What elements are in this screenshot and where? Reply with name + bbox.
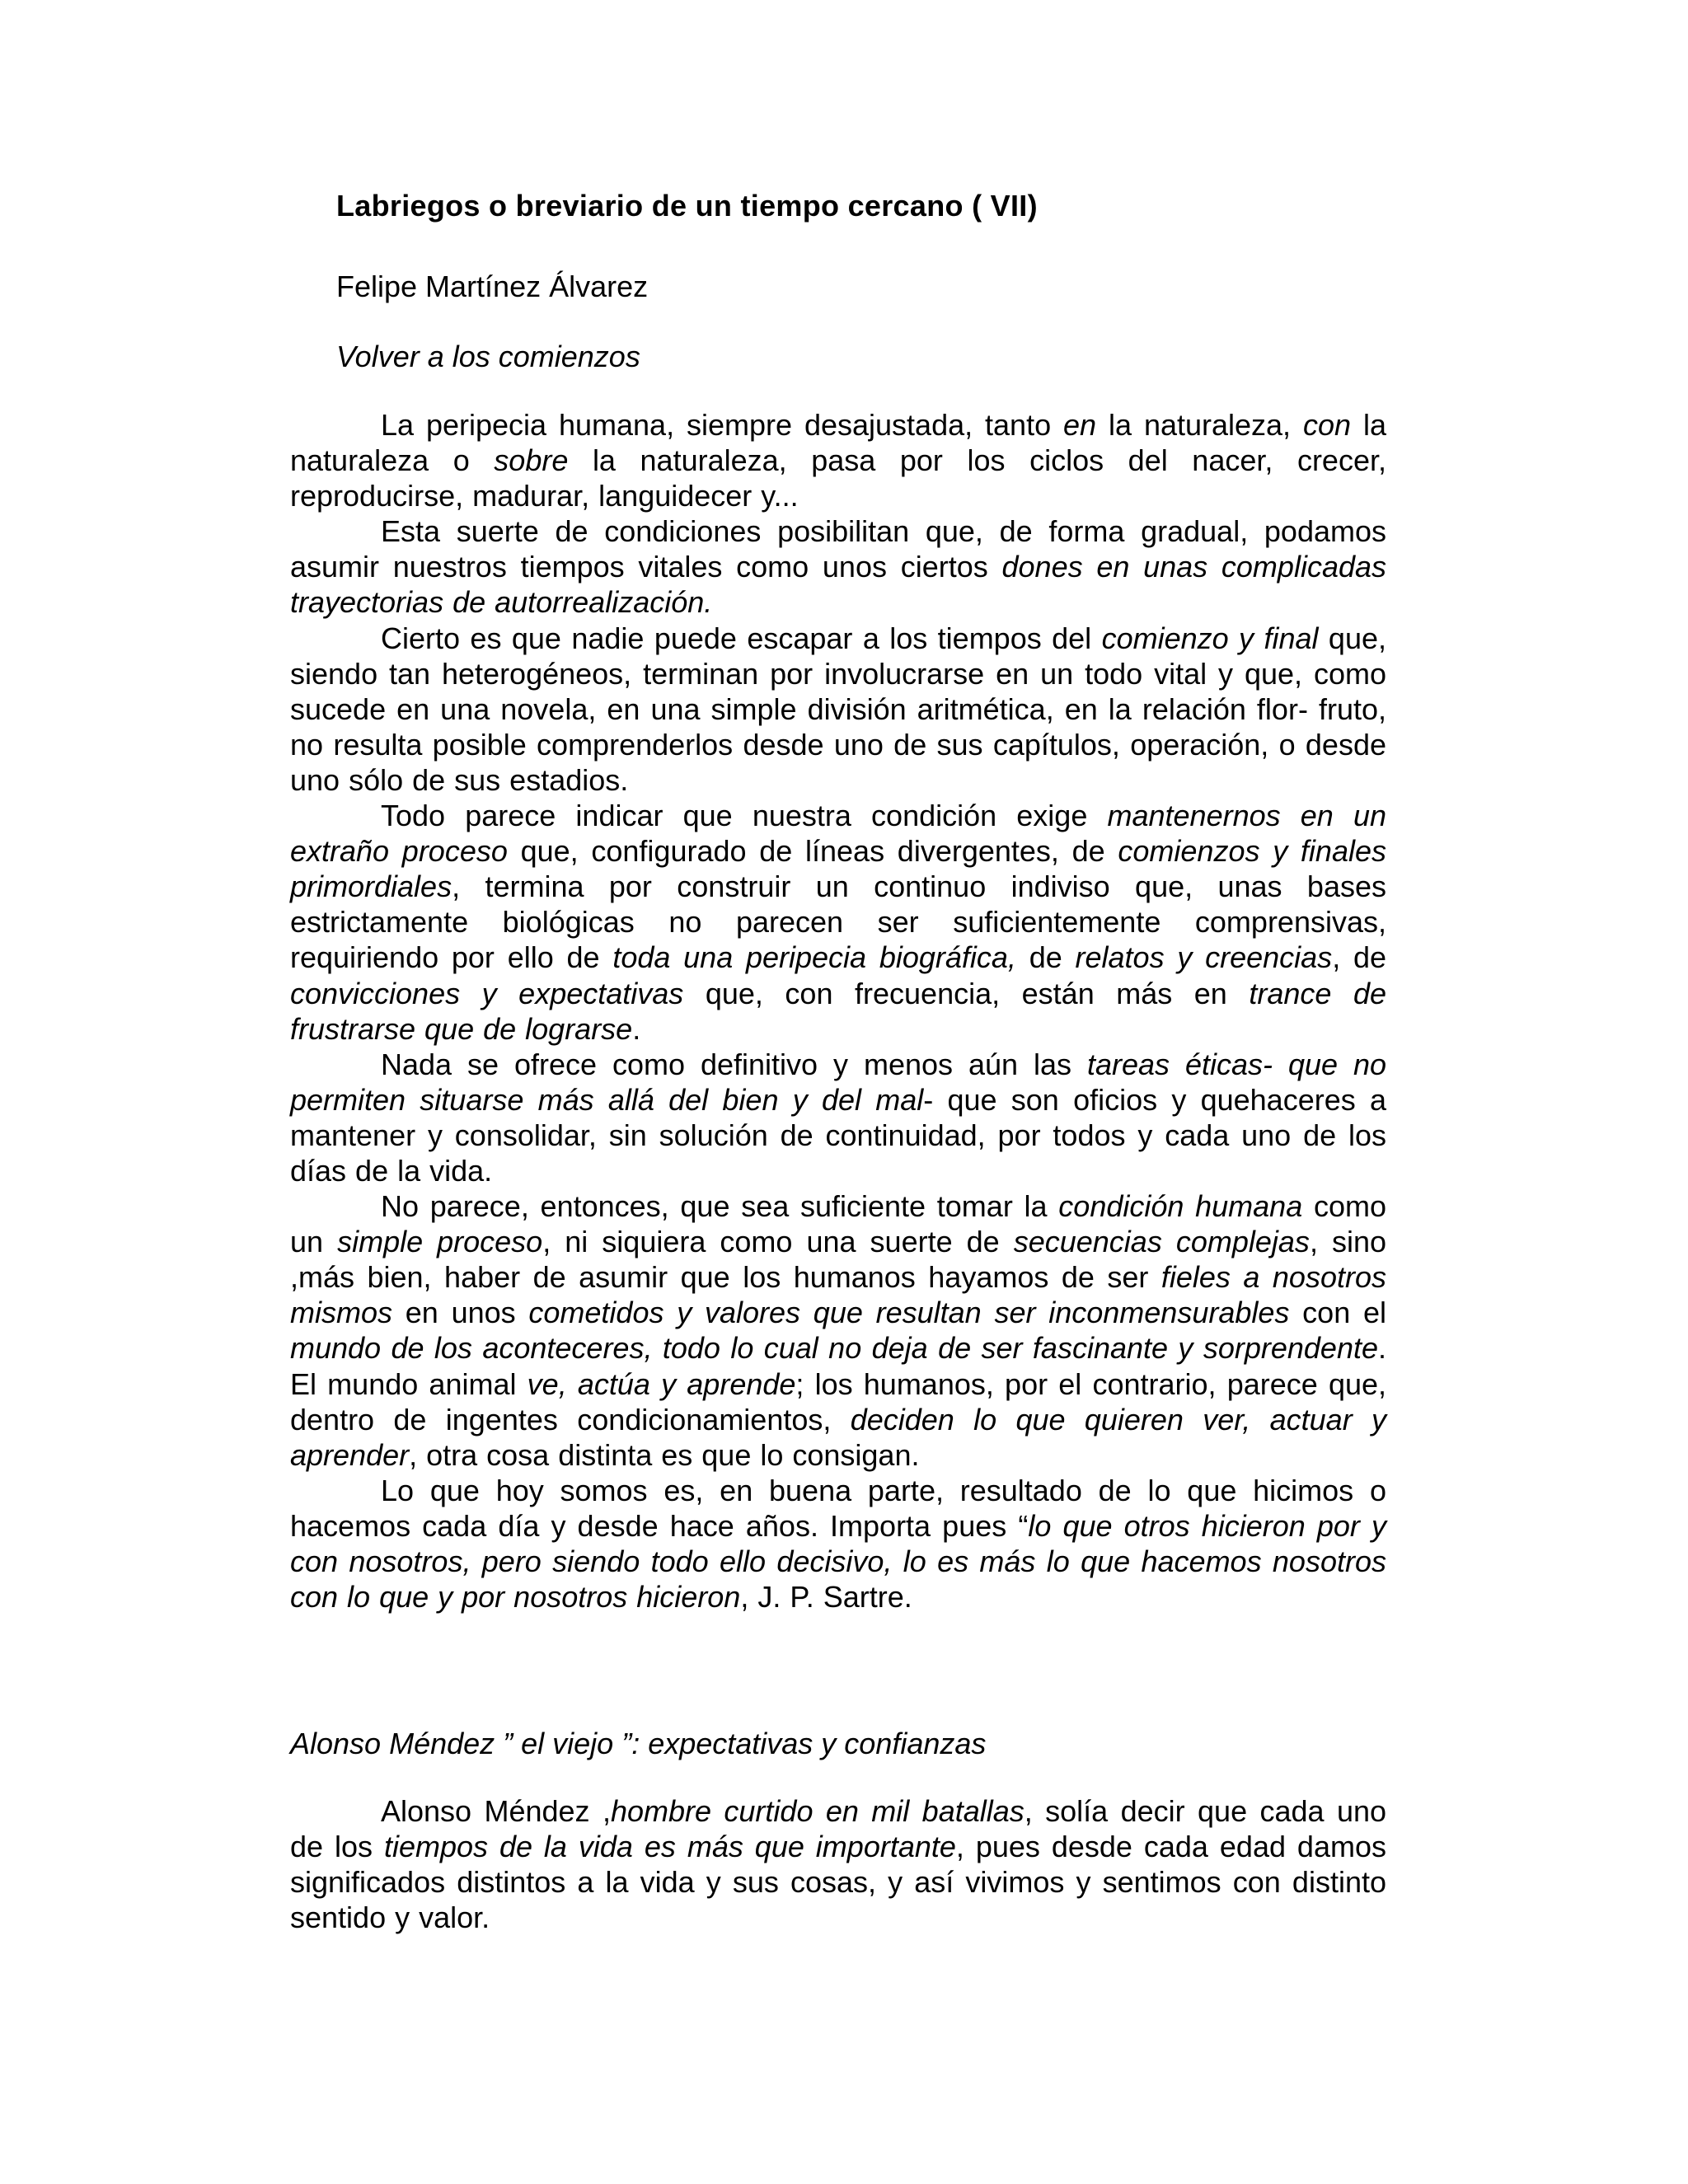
paragraph: [290, 1793, 1386, 1935]
text-run: Nada se ofrece como definitivo y menos aún las: [381, 1047, 1087, 1081]
italic-text-run: mundo de los aconteceres, todo lo cual no deja de ser fascinante y sorprendente: [290, 1331, 1378, 1366]
text-run: que, configurado de líneas divergentes, de: [507, 834, 1118, 869]
italic-text-run: lo que otros hicieron por y con nosotros, pero siendo todo ello decisivo, lo es más lo que hacemos nosotros con lo que y por nosotros hicieron: [290, 1508, 1387, 1615]
text-run: con el: [1289, 1296, 1386, 1330]
text-run: . El mundo animal: [290, 1331, 1386, 1401]
italic-text-run: tiempos de la vida es más que importante: [383, 1830, 956, 1864]
italic-text-run: convicciones y expectativas: [290, 976, 684, 1010]
document-title: Labriegos o breviario de un tiempo cercano ( VII): [336, 189, 1038, 223]
italic-text-run: cometidos y valores que resultan ser inconmensurables: [528, 1296, 1290, 1330]
italic-text-run: relatos y creencias: [1075, 940, 1333, 975]
text-run: Esta suerte de condiciones posibilitan que, de forma gradual, podamos asumir nuestros tiempos vitales como unos ciertos: [290, 514, 1386, 584]
text-run: , sino ,más bien, haber de asumir que los humanos hayamos de ser: [290, 1225, 1387, 1295]
section-body-alonso: [290, 1793, 1386, 1935]
author-name: Felipe Martínez Álvarez: [336, 269, 649, 303]
text-run: , solía decir que cada uno de los: [290, 1794, 1387, 1864]
italic-text-run: comienzos y finales primordiales: [290, 834, 1386, 904]
italic-text-run: en: [1063, 408, 1097, 442]
text-run: , termina por construir un continuo indiviso que, unas bases estrictamente biológicas no parecen ser suficientemente comprensivas, requiriendo por ello de: [290, 869, 1386, 975]
text-run: la naturaleza o: [290, 408, 1386, 478]
paragraph: [290, 407, 1386, 513]
text-run: la naturaleza,: [1096, 408, 1303, 442]
paragraph: [290, 1473, 1386, 1615]
text-run: Cierto es que nadie puede escapar a los tiempos del: [381, 621, 1102, 655]
text-run: .: [632, 1011, 641, 1046]
paragraph: [290, 1188, 1386, 1473]
text-run: , otra cosa distinta es que lo consigan.: [409, 1437, 920, 1472]
italic-text-run: tareas éticas- que no permiten situarse más allá del bien y del mal: [290, 1047, 1386, 1117]
paragraph: [290, 798, 1386, 1047]
italic-text-run: hombre curtido en mil batallas: [610, 1794, 1025, 1828]
italic-text-run: condición humana: [1058, 1189, 1303, 1224]
text-run: de: [1015, 940, 1076, 975]
italic-text-run: simple proceso: [337, 1225, 543, 1259]
section-heading-volver: Volver a los comienzos: [336, 340, 640, 373]
text-run: , ni siquiera como una suerte de: [542, 1225, 1014, 1259]
text-run: que, con frecuencia, están más en: [683, 976, 1250, 1010]
italic-text-run: ve, actúa y aprende: [527, 1366, 796, 1401]
paragraph: [290, 513, 1386, 620]
text-run: que, siendo tan heterogéneos, terminan por involucrarse en un todo vital y que, como sucede en una novela, en una simple división aritmética, en la relación flor- fruto, no resulta posible comprenderlos desde uno de sus capítulos, operación, o desde uno sólo de sus estadios.: [290, 621, 1386, 797]
italic-text-run: comienzo y final: [1101, 621, 1319, 655]
text-run: - que son oficios y quehaceres a mantener y consolidar, sin solución de continuidad, por todos y cada uno de los días de la vida.: [290, 1082, 1386, 1188]
italic-text-run: con: [1302, 408, 1352, 442]
italic-text-run: secuencias complejas: [1013, 1225, 1310, 1259]
italic-text-run: sobre: [494, 443, 569, 478]
paragraph: [290, 1047, 1386, 1188]
italic-text-run: trance de frustrarse que de lograrse: [290, 976, 1387, 1046]
section-heading-alonso: Alonso Méndez ” el viejo ”: expectativas y confianzas: [290, 1727, 987, 1760]
text-run: , de: [1332, 940, 1386, 975]
text-run: Lo que hoy somos es, en buena parte, resultado de lo que hicimos o hacemos cada día y desde hace años. Importa pues “: [290, 1473, 1386, 1543]
italic-text-run: dones en unas complicadas trayectorias de autorrealización.: [290, 550, 1387, 620]
italic-text-run: deciden lo que quieren ver, actuar y aprender: [290, 1402, 1386, 1472]
text-run: Todo parece indicar que nuestra condición exige: [381, 799, 1108, 833]
paragraph: [290, 621, 1386, 798]
text-run: No parece, entonces, que sea suficiente tomar la: [381, 1189, 1059, 1224]
text-run: , pues desde cada edad damos significados distintos a la vida y sus cosas, y así vivimos y sentimos con distinto sentido y valor.: [290, 1830, 1386, 1935]
text-run: la naturaleza, pasa por los ciclos del nacer, crecer, reproducirse, madurar, languidecer y...: [290, 443, 1386, 513]
text-run: Alonso Méndez ,: [381, 1794, 611, 1828]
text-run: La peripecia humana, siempre desajustada, tanto: [381, 408, 1064, 442]
text-run: como un: [290, 1189, 1386, 1259]
section-body-volver: [290, 407, 1386, 1615]
italic-text-run: mantenernos en un extraño proceso: [290, 799, 1386, 869]
text-run: , J. P. Sartre.: [740, 1580, 912, 1615]
text-run: ; los humanos, por el contrario, parece que, dentro de ingentes condicionamientos,: [290, 1366, 1387, 1436]
italic-text-run: fieles a nosotros mismos: [290, 1260, 1386, 1330]
text-run: en unos: [392, 1296, 529, 1330]
italic-text-run: toda una peripecia biográfica,: [612, 940, 1016, 975]
